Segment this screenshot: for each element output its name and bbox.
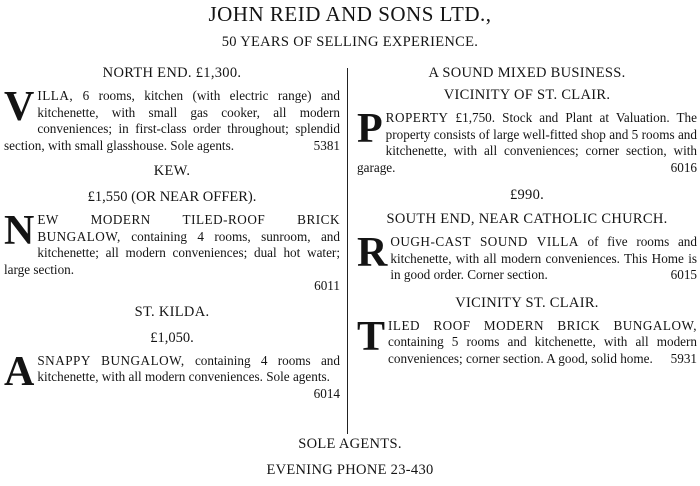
right-column	[357, 64, 697, 367]
listing-body: containing 4 rooms, sunroom, and kitchenette; all modern conveniences; dual hot water; large section.	[4, 228, 340, 277]
listing-text	[4, 84, 340, 154]
drop-cap: T	[357, 313, 386, 360]
listing-lead: EW MODERN TILED-ROOF BRICK BUNGALOW,	[37, 212, 340, 244]
listing-subheading: SOUTH END, NEAR CATHOLIC CHURCH.	[386, 211, 668, 227]
listing-heading: VICINITY ST. CLAIR.	[455, 294, 599, 311]
listing-price: £1,050.	[150, 329, 194, 346]
listing-body: containing 5 rooms and kitchenette, with all modern conveniences; corner section. A good, solid home.	[388, 334, 697, 366]
listing-vicinity-st-clair	[357, 294, 697, 368]
sole-agents-line: SOLE AGENTS.	[298, 436, 402, 452]
listing-price: £1,550 (OR NEAR OFFER).	[87, 189, 257, 205]
drop-cap: R	[357, 230, 388, 276]
listing-text	[357, 313, 697, 368]
listing-lead: ILLA,	[37, 88, 74, 103]
listing-lead: SNAPPY BUNGALOW,	[37, 352, 185, 368]
listing-text	[357, 230, 697, 284]
listing-ref: 6011	[314, 278, 340, 293]
drop-cap: N	[4, 208, 35, 254]
listing-lead: ROPERTY	[385, 110, 449, 125]
drop-cap: V	[4, 84, 35, 130]
listing-lead: OUGH-CAST SOUND VILLA	[390, 234, 579, 249]
drop-cap: P	[357, 106, 383, 152]
listing-lead: ILED ROOF MODERN BRICK BUNGALOW,	[388, 317, 697, 333]
listing-ref: 6015	[670, 267, 697, 282]
listing-body: containing 4 rooms and kitchenette, with all modern conveniences. Sole agents.	[37, 352, 340, 384]
evening-phone-line: EVENING PHONE 23-430	[266, 462, 434, 478]
left-column	[4, 64, 340, 402]
tagline: 50 YEARS OF SELLING EXPERIENCE.	[221, 34, 479, 50]
listing-body: 6 rooms, kitchen (with electric range) and kitchenette, with small gas cooker, all modern conveniences; in first-class order throughout; splendid section, with small glasshouse. Sole agents.	[4, 88, 340, 153]
listing-heading: KEW.	[153, 163, 191, 179]
listing-ref: 6016	[670, 159, 697, 175]
listing-body: of five rooms and kitchenette, with all modern conveniences. This Home is in good order. Corner section.	[390, 234, 697, 282]
column-divider	[347, 68, 348, 434]
listing-north-end	[4, 64, 340, 154]
listing-text	[4, 348, 340, 401]
listing-subheading: VICINITY OF ST. CLAIR.	[443, 87, 611, 103]
drop-cap: A	[4, 348, 35, 395]
listing-ref: 5381	[313, 137, 340, 153]
listing-kew	[4, 162, 340, 295]
listing-heading: NORTH END. £1,300.	[102, 65, 242, 81]
listing-text	[4, 208, 340, 295]
listing-body: £1,750. Stock and Plant at Valuation. The property consists of large well-fitted shop and 5 rooms and kitchenette, with all conveniences; corner section, with garage.	[357, 110, 697, 175]
listing-mixed-business	[357, 64, 697, 176]
listing-ref: 5931	[670, 350, 697, 366]
listing-heading: ST. KILDA.	[134, 303, 210, 320]
listing-st-kilda	[4, 303, 340, 401]
listing-south-end	[357, 186, 697, 284]
listing-ref: 6014	[313, 385, 340, 401]
company-name: JOHN REID AND SONS LTD.,	[208, 2, 492, 26]
listing-heading: A SOUND MIXED BUSINESS.	[428, 65, 626, 81]
listing-text	[357, 106, 697, 176]
listing-heading: £990.	[509, 187, 545, 203]
